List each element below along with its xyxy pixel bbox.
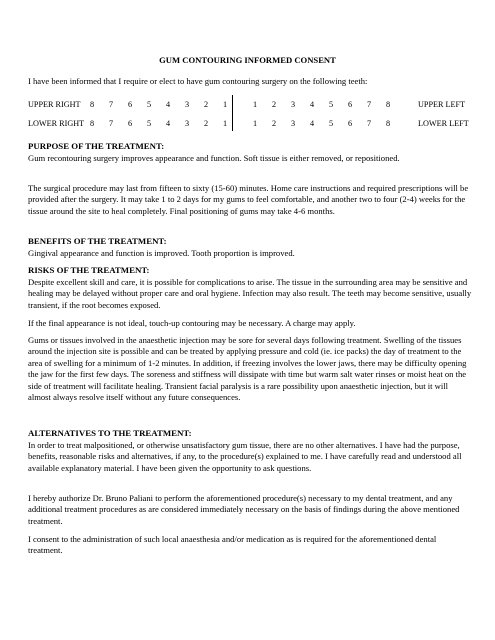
tooth-number: 8 [386,100,391,109]
tooth-number: 2 [272,119,277,128]
purpose-paragraph: Gum recontouring surgery improves appearance and function. Soft tissue is either removed, or repositioned. [28,153,400,163]
tooth-number: 1 [253,100,258,109]
tooth-number: 3 [291,119,296,128]
document-title: GUM CONTOURING INFORMED CONSENT [159,55,336,65]
tooth-number: 4 [166,119,171,128]
risks-paragraph: If the final appearance is not ideal, touch-up contouring may be necessary. A charge may apply. [28,318,356,328]
tooth-number: 1 [253,119,258,128]
upper-right-label: UPPER RIGHT [28,100,81,109]
risks-paragraph: Gums or tissues involved in the anaesthetic injection may be sore for several days following treatment. Swelling of the tissues around the injection site is possible and can be treated by applying pressure and cold (ie. ice packs) the day of treatment to the area of swelling for a minimum of 1-2 minutes. In addition, if freezing involves the lower jaws, there may be difficulty opening the jaw for the first few days. The soreness and stiffness will dissipate with time but warm salt water rinses or moist heat on the side of treatment will facilitate healing. Transient facial paralysis is a rare possibility upon anaesthetic injection, but it will almost always resolve itself without any future consequences. [28,335,467,403]
tooth-number: 2 [272,100,277,109]
tooth-number: 7 [367,119,372,128]
lower-left-label: LOWER LEFT [418,119,469,128]
purpose-paragraph: The surgical procedure may last from fifteen to sixty (15-60) minutes. Home care instructions and required prescriptions will be provided after the surgery. It may take 1 to 2 days for my gums to feel comfortable, and another two to four (2-4) weeks for the tissue around the site to heal completely. Final positioning of gums may take 4-6 months. [28,183,469,216]
risks-heading: RISKS OF THE TREATMENT: [28,265,150,275]
upper-left-label: UPPER LEFT [418,100,466,109]
tooth-number: 6 [348,100,353,109]
tooth-number: 8 [90,119,95,128]
tooth-number: 4 [166,100,171,109]
tooth-number: 4 [310,119,315,128]
tooth-number: 3 [185,119,190,128]
authorization-paragraph: I hereby authorize Dr. Bruno Paliani to perform the aforementioned procedure(s) necessary to my dental treatment, and any additional treatment procedures as are considered immediately necessary on the basis of findings during the above mentioned treatment. [28,493,460,526]
tooth-number: 1 [223,119,228,128]
tooth-number: 5 [329,100,334,109]
upper-teeth-row [28,100,473,112]
lower-teeth-row [28,119,473,131]
tooth-number: 5 [147,119,152,128]
risks-paragraph: Despite excellent skill and care, it is possible for complications to arise. The tissue in the surrounding area may be sensitive and healing may be delayed without proper care and oral hygiene. Infection may also result. The teeth may become sensitive, usually transient, if the root becomes exposed. [28,277,472,310]
tooth-number: 7 [367,100,372,109]
tooth-number: 1 [223,100,228,109]
tooth-number: 7 [109,119,114,128]
tooth-number: 6 [128,119,133,128]
tooth-number: 3 [185,100,190,109]
lower-right-label: LOWER RIGHT [28,119,85,128]
purpose-heading: PURPOSE OF THE TREATMENT: [28,141,165,151]
alternatives-heading: ALTERNATIVES TO THE TREATMENT: [28,428,192,438]
tooth-number: 4 [310,100,315,109]
tooth-number: 8 [90,100,95,109]
tooth-number: 2 [204,100,209,109]
midline-divider [232,95,233,131]
tooth-number: 8 [386,119,391,128]
tooth-number: 2 [204,119,209,128]
tooth-number: 6 [128,100,133,109]
anaesthesia-consent-paragraph: I consent to the administration of such local anaesthesia and/or medication as is required for the aforementioned dental treatment. [28,534,437,556]
tooth-number: 6 [348,119,353,128]
intro-text: I have been informed that I require or elect to have gum contouring surgery on the following teeth: [28,76,368,86]
alternatives-paragraph: In order to treat malpositioned, or otherwise unsatisfactory gum tissue, there are no other alternatives. I have had the purpose, benefits, reasonable risks and alternatives, if any, to the procedure(s) explained to me. I have carefully read and understood all available explanatory material. I have been given the opportunity to ask questions. [28,440,462,473]
tooth-number: 5 [329,119,334,128]
benefits-heading: BENEFITS OF THE TREATMENT: [28,236,167,246]
tooth-number: 5 [147,100,152,109]
tooth-number: 3 [291,100,296,109]
benefits-paragraph: Gingival appearance and function is improved. Tooth proportion is improved. [28,248,295,258]
tooth-number: 7 [109,100,114,109]
